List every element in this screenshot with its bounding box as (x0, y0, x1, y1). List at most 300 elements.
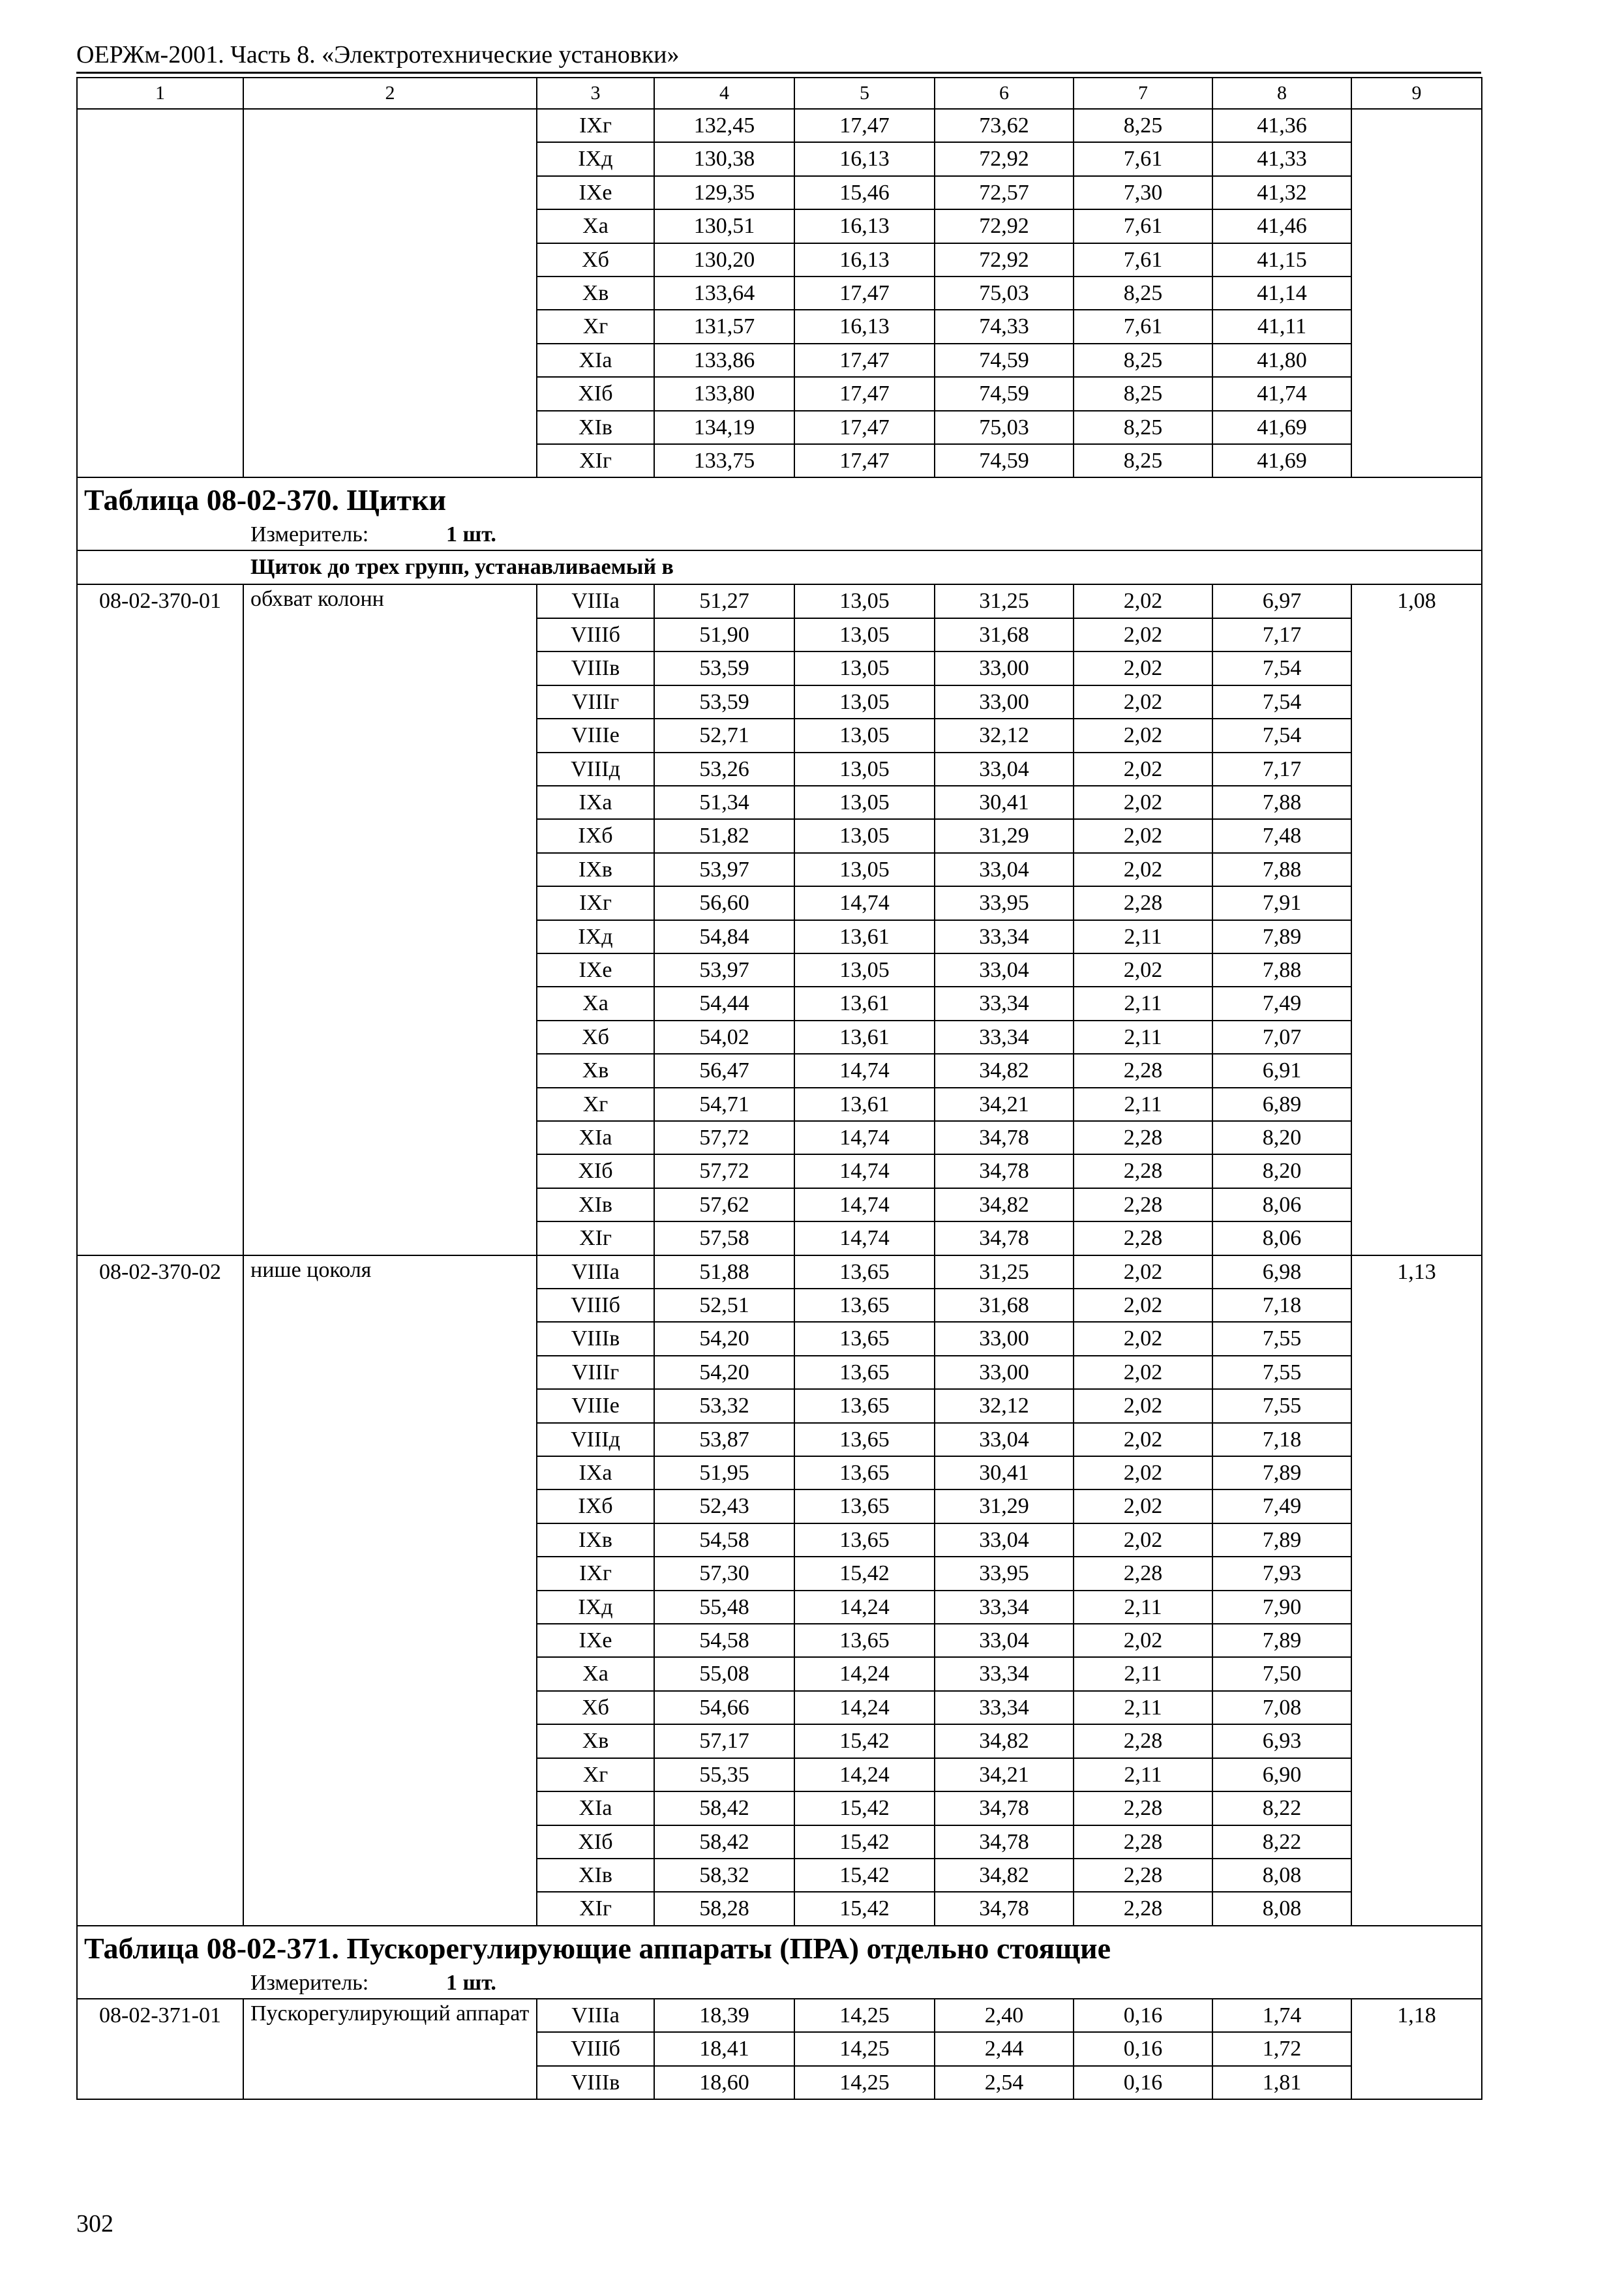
value-cell: 2,02 (1074, 1322, 1212, 1355)
value-cell: 34,21 (935, 1088, 1074, 1121)
value-cell: 51,34 (654, 786, 794, 819)
zone-cell: VIIIд (537, 1423, 654, 1456)
value-cell: 6,90 (1212, 1758, 1351, 1791)
value-cell: 32,12 (935, 719, 1074, 752)
value-cell: 13,05 (794, 753, 935, 786)
norms-table (76, 77, 1482, 2100)
value-cell: 8,06 (1212, 1221, 1351, 1255)
table-row (77, 1255, 1482, 1289)
value-cell: 17,47 (794, 444, 935, 477)
value-cell: 30,41 (935, 1456, 1074, 1489)
unit-label: Измеритель: (250, 522, 369, 547)
zone-cell: Xa (537, 1657, 654, 1690)
value-cell: 33,34 (935, 1591, 1074, 1624)
value-cell: 33,34 (935, 987, 1074, 1020)
value-cell: 2,11 (1074, 1657, 1212, 1690)
value-cell: 33,95 (935, 1557, 1074, 1590)
column-number: 2 (243, 78, 537, 109)
value-cell: 14,25 (794, 2066, 935, 2099)
value-cell: 7,55 (1212, 1389, 1351, 1422)
table-title-row (77, 477, 1482, 520)
value-cell: 54,66 (654, 1691, 794, 1724)
value-cell: 7,48 (1212, 819, 1351, 852)
value-cell: 41,15 (1212, 243, 1351, 277)
value-cell: 31,29 (935, 1489, 1074, 1523)
value-cell: 14,24 (794, 1657, 935, 1690)
value-cell: 2,11 (1074, 1691, 1212, 1724)
value-cell: 17,47 (794, 344, 935, 377)
value-cell: 51,82 (654, 819, 794, 852)
value-cell: 7,61 (1074, 310, 1212, 343)
value-cell: 2,28 (1074, 1154, 1212, 1188)
zone-cell: VIIIв (537, 651, 654, 685)
value-cell: 2,02 (1074, 1289, 1212, 1322)
value-cell: 31,29 (935, 819, 1074, 852)
value-cell: 51,95 (654, 1456, 794, 1489)
value-cell: 52,51 (654, 1289, 794, 1322)
value-cell: 34,82 (935, 1859, 1074, 1892)
value-cell: 57,72 (654, 1121, 794, 1154)
value-cell: 0,16 (1074, 2066, 1212, 2099)
value-cell: 133,80 (654, 377, 794, 410)
value-cell: 7,30 (1074, 176, 1212, 209)
value-cell: 130,51 (654, 209, 794, 243)
zone-cell: VIIIб (537, 1289, 654, 1322)
subheading: Щиток до трех групп, устанавливаемый в (250, 555, 674, 580)
value-cell: 75,03 (935, 277, 1074, 310)
unit-cell (77, 520, 1482, 550)
value-cell: 2,28 (1074, 1892, 1212, 1925)
value-cell: 2,02 (1074, 1523, 1212, 1557)
column-number: 3 (537, 78, 654, 109)
value-cell: 14,24 (794, 1758, 935, 1791)
table-row (77, 109, 1482, 142)
zone-cell: IXе (537, 176, 654, 209)
value-cell: 54,84 (654, 920, 794, 953)
value-cell: 72,92 (935, 243, 1074, 277)
value-cell: 7,18 (1212, 1289, 1351, 1322)
value-cell: 14,74 (794, 1154, 935, 1188)
value-cell: 13,05 (794, 786, 935, 819)
value-cell: 8,25 (1074, 444, 1212, 477)
name-cell: Пускорегулирующий аппарат (243, 1999, 537, 2099)
value-cell: 33,04 (935, 1423, 1074, 1456)
value-cell: 6,97 (1212, 584, 1351, 618)
value-cell: 14,74 (794, 886, 935, 920)
zone-cell: XIг (537, 1221, 654, 1255)
value-cell: 15,42 (794, 1557, 935, 1590)
value-cell: 72,92 (935, 142, 1074, 175)
value-cell: 131,57 (654, 310, 794, 343)
value-cell: 7,61 (1074, 209, 1212, 243)
zone-cell: Xб (537, 243, 654, 277)
coef-cell (1351, 109, 1482, 477)
value-cell: 7,61 (1074, 243, 1212, 277)
value-cell: 8,08 (1212, 1859, 1351, 1892)
value-cell: 41,36 (1212, 109, 1351, 142)
value-cell: 41,33 (1212, 142, 1351, 175)
table-title: Таблица 08-02-370. Щитки (77, 477, 1482, 520)
value-cell: 7,89 (1212, 1624, 1351, 1657)
code-cell: 08-02-371-01 (77, 1999, 243, 2099)
value-cell: 6,98 (1212, 1255, 1351, 1289)
value-cell: 13,65 (794, 1624, 935, 1657)
value-cell: 15,42 (794, 1791, 935, 1825)
value-cell: 134,19 (654, 411, 794, 444)
value-cell: 133,64 (654, 277, 794, 310)
value-cell: 33,34 (935, 920, 1074, 953)
value-cell: 51,90 (654, 618, 794, 651)
zone-cell: VIIIa (537, 584, 654, 618)
value-cell: 13,05 (794, 651, 935, 685)
value-cell: 1,81 (1212, 2066, 1351, 2099)
value-cell: 18,41 (654, 2032, 794, 2065)
value-cell: 13,61 (794, 1088, 935, 1121)
value-cell: 54,20 (654, 1356, 794, 1389)
value-cell: 54,20 (654, 1322, 794, 1355)
value-cell: 7,93 (1212, 1557, 1351, 1590)
value-cell: 13,65 (794, 1456, 935, 1489)
zone-cell: VIIIв (537, 2066, 654, 2099)
value-cell: 2,28 (1074, 1859, 1212, 1892)
value-cell: 33,04 (935, 953, 1074, 987)
value-cell: 53,59 (654, 685, 794, 719)
code-cell: 08-02-370-02 (77, 1255, 243, 1926)
value-cell: 133,75 (654, 444, 794, 477)
value-cell: 34,82 (935, 1724, 1074, 1758)
value-cell: 57,62 (654, 1188, 794, 1221)
value-cell: 17,47 (794, 277, 935, 310)
value-cell: 2,02 (1074, 1255, 1212, 1289)
value-cell: 0,16 (1074, 1999, 1212, 2032)
value-cell: 132,45 (654, 109, 794, 142)
table-title-row (77, 1926, 1482, 1968)
value-cell: 13,65 (794, 1322, 935, 1355)
value-cell: 33,34 (935, 1657, 1074, 1690)
value-cell: 2,28 (1074, 886, 1212, 920)
value-cell: 16,13 (794, 310, 935, 343)
zone-cell: Xг (537, 310, 654, 343)
zone-cell: IXе (537, 1624, 654, 1657)
value-cell: 13,05 (794, 584, 935, 618)
value-cell: 13,65 (794, 1389, 935, 1422)
value-cell: 7,18 (1212, 1423, 1351, 1456)
zone-cell: IXг (537, 886, 654, 920)
value-cell: 30,41 (935, 786, 1074, 819)
value-cell: 2,11 (1074, 1758, 1212, 1791)
value-cell: 2,02 (1074, 1489, 1212, 1523)
zone-cell: IXб (537, 1489, 654, 1523)
value-cell: 13,61 (794, 920, 935, 953)
value-cell: 53,87 (654, 1423, 794, 1456)
value-cell: 2,02 (1074, 1423, 1212, 1456)
value-cell: 7,55 (1212, 1356, 1351, 1389)
value-cell: 74,33 (935, 310, 1074, 343)
value-cell: 7,91 (1212, 886, 1351, 920)
value-cell: 74,59 (935, 344, 1074, 377)
zone-cell: Xб (537, 1021, 654, 1054)
value-cell: 2,28 (1074, 1121, 1212, 1154)
zone-cell: IXе (537, 953, 654, 987)
column-number-row (77, 78, 1482, 109)
value-cell: 2,44 (935, 2032, 1074, 2065)
zone-cell: XIг (537, 1892, 654, 1925)
page-header: ОЕРЖм-2001. Часть 8. «Электротехнические установки» (76, 41, 680, 68)
value-cell: 6,93 (1212, 1724, 1351, 1758)
value-cell: 8,08 (1212, 1892, 1351, 1925)
value-cell: 8,06 (1212, 1188, 1351, 1221)
name-cell: обхват колонн (243, 584, 537, 1255)
value-cell: 1,72 (1212, 2032, 1351, 2065)
table-title: Таблица 08-02-371. Пускорегулирующие аппараты (ПРА) отдельно стоящие (77, 1926, 1482, 1968)
value-cell: 15,42 (794, 1825, 935, 1859)
value-cell: 58,32 (654, 1859, 794, 1892)
value-cell: 13,05 (794, 719, 935, 752)
zone-cell: VIIIв (537, 1322, 654, 1355)
value-cell: 2,02 (1074, 786, 1212, 819)
value-cell: 34,78 (935, 1892, 1074, 1925)
zone-cell: IXв (537, 853, 654, 886)
subheading-cell (77, 550, 1482, 584)
zone-cell: IXб (537, 819, 654, 852)
value-cell: 32,12 (935, 1389, 1074, 1422)
page-number: 302 (76, 2210, 113, 2237)
unit-cell (77, 1968, 1482, 1999)
value-cell: 8,25 (1074, 411, 1212, 444)
value-cell: 2,02 (1074, 753, 1212, 786)
value-cell: 53,97 (654, 953, 794, 987)
value-cell: 34,82 (935, 1054, 1074, 1087)
zone-cell: IXa (537, 786, 654, 819)
zone-cell: IXг (537, 109, 654, 142)
unit-row (77, 520, 1482, 550)
value-cell: 15,46 (794, 176, 935, 209)
value-cell: 13,65 (794, 1255, 935, 1289)
value-cell: 16,13 (794, 243, 935, 277)
value-cell: 52,71 (654, 719, 794, 752)
value-cell: 17,47 (794, 377, 935, 410)
value-cell: 13,05 (794, 618, 935, 651)
value-cell: 8,25 (1074, 109, 1212, 142)
value-cell: 7,49 (1212, 987, 1351, 1020)
value-cell: 33,04 (935, 1624, 1074, 1657)
value-cell: 58,42 (654, 1791, 794, 1825)
value-cell: 16,13 (794, 142, 935, 175)
value-cell: 8,25 (1074, 377, 1212, 410)
value-cell: 33,34 (935, 1691, 1074, 1724)
value-cell: 33,04 (935, 1523, 1074, 1557)
value-cell: 2,11 (1074, 1021, 1212, 1054)
table-row (77, 1999, 1482, 2032)
value-cell: 54,58 (654, 1523, 794, 1557)
value-cell: 57,17 (654, 1724, 794, 1758)
value-cell: 58,28 (654, 1892, 794, 1925)
value-cell: 58,42 (654, 1825, 794, 1859)
value-cell: 6,89 (1212, 1088, 1351, 1121)
value-cell: 16,13 (794, 209, 935, 243)
value-cell: 53,32 (654, 1389, 794, 1422)
zone-cell: Xб (537, 1691, 654, 1724)
value-cell: 41,69 (1212, 444, 1351, 477)
value-cell: 57,30 (654, 1557, 794, 1590)
value-cell: 7,55 (1212, 1322, 1351, 1355)
value-cell: 2,28 (1074, 1825, 1212, 1859)
zone-cell: IXд (537, 920, 654, 953)
value-cell: 130,20 (654, 243, 794, 277)
zone-cell: VIIIa (537, 1999, 654, 2032)
value-cell: 33,04 (935, 853, 1074, 886)
value-cell: 8,20 (1212, 1121, 1351, 1154)
value-cell: 7,54 (1212, 685, 1351, 719)
value-cell: 54,02 (654, 1021, 794, 1054)
value-cell: 133,86 (654, 344, 794, 377)
value-cell: 75,03 (935, 411, 1074, 444)
value-cell: 18,39 (654, 1999, 794, 2032)
value-cell: 2,02 (1074, 685, 1212, 719)
value-cell: 53,26 (654, 753, 794, 786)
coef-cell: 1,13 (1351, 1255, 1482, 1926)
zone-cell: Xв (537, 1054, 654, 1087)
value-cell: 14,25 (794, 2032, 935, 2065)
value-cell: 7,89 (1212, 1456, 1351, 1489)
value-cell: 7,88 (1212, 786, 1351, 819)
value-cell: 13,61 (794, 1021, 935, 1054)
value-cell: 56,47 (654, 1054, 794, 1087)
column-number: 7 (1074, 78, 1212, 109)
value-cell: 7,49 (1212, 1489, 1351, 1523)
value-cell: 2,40 (935, 1999, 1074, 2032)
value-cell: 41,80 (1212, 344, 1351, 377)
value-cell: 2,02 (1074, 1624, 1212, 1657)
value-cell: 7,54 (1212, 651, 1351, 685)
value-cell: 13,65 (794, 1489, 935, 1523)
value-cell: 33,00 (935, 685, 1074, 719)
value-cell: 2,11 (1074, 987, 1212, 1020)
value-cell: 34,82 (935, 1188, 1074, 1221)
zone-cell: VIIIг (537, 685, 654, 719)
zone-cell: Xг (537, 1758, 654, 1791)
value-cell: 55,08 (654, 1657, 794, 1690)
value-cell: 54,58 (654, 1624, 794, 1657)
value-cell: 2,02 (1074, 1389, 1212, 1422)
zone-cell: Xг (537, 1088, 654, 1121)
value-cell: 0,16 (1074, 2032, 1212, 2065)
column-number: 8 (1212, 78, 1351, 109)
value-cell: 41,69 (1212, 411, 1351, 444)
value-cell: 51,88 (654, 1255, 794, 1289)
value-cell: 41,46 (1212, 209, 1351, 243)
value-cell: 13,65 (794, 1289, 935, 1322)
zone-cell: IXд (537, 1591, 654, 1624)
name-cell (243, 109, 537, 477)
value-cell: 2,02 (1074, 953, 1212, 987)
zone-cell: XIв (537, 411, 654, 444)
zone-cell: IXд (537, 142, 654, 175)
zone-cell: XIa (537, 344, 654, 377)
zone-cell: XIб (537, 1825, 654, 1859)
column-number: 1 (77, 78, 243, 109)
value-cell: 7,07 (1212, 1021, 1351, 1054)
zone-cell: Xв (537, 1724, 654, 1758)
value-cell: 7,17 (1212, 618, 1351, 651)
value-cell: 34,78 (935, 1121, 1074, 1154)
value-cell: 2,28 (1074, 1724, 1212, 1758)
value-cell: 8,25 (1074, 344, 1212, 377)
value-cell: 56,60 (654, 886, 794, 920)
value-cell: 17,47 (794, 411, 935, 444)
value-cell: 14,74 (794, 1054, 935, 1087)
value-cell: 2,02 (1074, 584, 1212, 618)
value-cell: 13,65 (794, 1523, 935, 1557)
value-cell: 14,24 (794, 1591, 935, 1624)
header-rule (76, 72, 1481, 74)
value-cell: 7,61 (1074, 142, 1212, 175)
zone-cell: VIIIе (537, 1389, 654, 1422)
value-cell: 14,74 (794, 1221, 935, 1255)
value-cell: 73,62 (935, 109, 1074, 142)
value-cell: 2,28 (1074, 1188, 1212, 1221)
value-cell: 31,25 (935, 1255, 1074, 1289)
name-cell: нише цоколя (243, 1255, 537, 1926)
value-cell: 2,54 (935, 2066, 1074, 2099)
value-cell: 31,68 (935, 618, 1074, 651)
value-cell: 74,59 (935, 444, 1074, 477)
value-cell: 6,91 (1212, 1054, 1351, 1087)
value-cell: 15,42 (794, 1892, 935, 1925)
zone-cell: VIIIе (537, 719, 654, 752)
zone-cell: XIб (537, 377, 654, 410)
value-cell: 2,28 (1074, 1557, 1212, 1590)
zone-cell: VIIIд (537, 753, 654, 786)
value-cell: 55,48 (654, 1591, 794, 1624)
value-cell: 13,65 (794, 1423, 935, 1456)
value-cell: 13,05 (794, 819, 935, 852)
value-cell: 34,78 (935, 1825, 1074, 1859)
value-cell: 34,78 (935, 1154, 1074, 1188)
value-cell: 2,02 (1074, 1356, 1212, 1389)
zone-cell: XIa (537, 1791, 654, 1825)
zone-cell: VIIIб (537, 2032, 654, 2065)
unit-row (77, 1968, 1482, 1999)
value-cell: 13,05 (794, 853, 935, 886)
value-cell: 33,00 (935, 651, 1074, 685)
value-cell: 33,34 (935, 1021, 1074, 1054)
value-cell: 13,65 (794, 1356, 935, 1389)
value-cell: 14,25 (794, 1999, 935, 2032)
value-cell: 2,02 (1074, 1456, 1212, 1489)
value-cell: 13,05 (794, 953, 935, 987)
coef-cell: 1,18 (1351, 1999, 1482, 2099)
zone-cell: IXa (537, 1456, 654, 1489)
value-cell: 1,74 (1212, 1999, 1351, 2032)
zone-cell: VIIIг (537, 1356, 654, 1389)
value-cell: 54,71 (654, 1088, 794, 1121)
value-cell: 33,95 (935, 886, 1074, 920)
column-number: 4 (654, 78, 794, 109)
unit-value: 1 шт. (446, 522, 496, 547)
value-cell: 7,89 (1212, 920, 1351, 953)
subheading-row (77, 550, 1482, 584)
value-cell: 7,08 (1212, 1691, 1351, 1724)
value-cell: 2,11 (1074, 920, 1212, 953)
value-cell: 33,00 (935, 1356, 1074, 1389)
unit-value: 1 шт. (446, 1970, 496, 1995)
zone-cell: IXв (537, 1523, 654, 1557)
zone-cell: XIa (537, 1121, 654, 1154)
value-cell: 51,27 (654, 584, 794, 618)
value-cell: 54,44 (654, 987, 794, 1020)
value-cell: 130,38 (654, 142, 794, 175)
